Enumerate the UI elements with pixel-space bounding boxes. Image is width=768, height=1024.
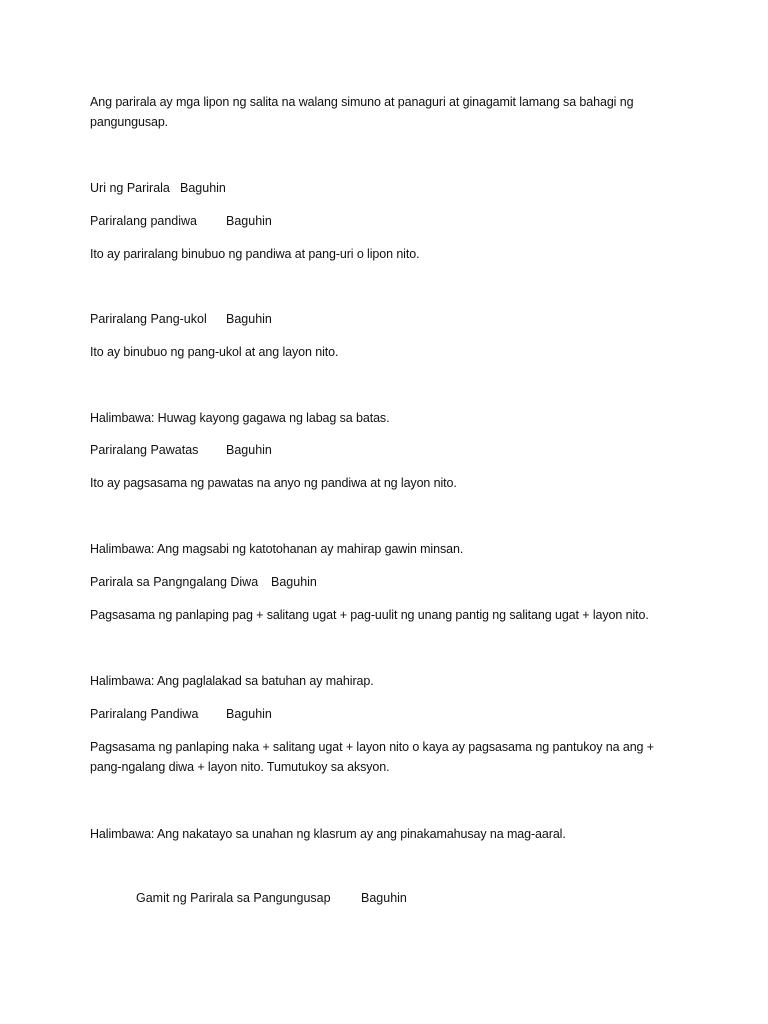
edit-link[interactable]: Baguhin	[226, 443, 272, 457]
heading-pariralang-pandiwa-2	[90, 704, 272, 724]
edit-link[interactable]: Baguhin	[180, 181, 226, 195]
pandiwa2-description: Pagsasama ng panlaping naka + salitang ugat + layon nito o kaya ay pagsasama ng pantukoy na ang + pang-ngalang diwa + layon nito. Tumutukoy sa aksyon.	[90, 740, 654, 774]
edit-link[interactable]: Baguhin	[226, 707, 272, 721]
heading-uri-ng-parirala	[90, 178, 226, 198]
pawatas-description: Ito ay pagsasama ng pawatas na anyo ng pandiwa at ng layon nito.	[90, 476, 457, 490]
pang-ukol-example: Halimbawa: Huwag kayong gagawa ng labag sa batas.	[90, 411, 390, 425]
heading-parirala-sa-pangngalang-diwa	[90, 572, 317, 592]
pangngalang-diwa-description: Pagsasama ng panlaping pag + salitang ugat + pag-uulit ng unang pantig ng salitang ugat + layon nito.	[90, 608, 649, 622]
heading-gamit-ng-parirala	[136, 888, 407, 908]
heading-pariralang-pandiwa	[90, 211, 272, 231]
heading-pariralang-pawatas	[90, 440, 272, 460]
edit-link[interactable]: Baguhin	[226, 312, 272, 326]
intro-paragraph: Ang parirala ay mga lipon ng salita na walang simuno at panaguri at ginagamit lamang sa bahagi ng pangungusap.	[90, 95, 634, 129]
heading-label: Pariralang Pang-ukol	[90, 312, 207, 326]
edit-link[interactable]: Baguhin	[361, 891, 407, 905]
heading-label: Gamit ng Parirala sa Pangungusap	[136, 891, 331, 905]
edit-link[interactable]: Baguhin	[271, 575, 317, 589]
pandiwa2-example: Halimbawa: Ang nakatayo sa unahan ng klasrum ay ang pinakamahusay na mag-aaral.	[90, 827, 566, 841]
pang-ukol-description: Ito ay binubuo ng pang-ukol at ang layon nito.	[90, 345, 339, 359]
pangngalang-diwa-example: Halimbawa: Ang paglalakad sa batuhan ay mahirap.	[90, 674, 374, 688]
heading-label: Parirala sa Pangngalang Diwa	[90, 575, 259, 589]
pawatas-example: Halimbawa: Ang magsabi ng katotohanan ay mahirap gawin minsan.	[90, 542, 464, 556]
edit-link[interactable]: Baguhin	[226, 214, 272, 228]
heading-pariralang-pang-ukol	[90, 309, 272, 329]
pandiwa-description: Ito ay pariralang binubuo ng pandiwa at pang-uri o lipon nito.	[90, 247, 420, 261]
heading-label: Pariralang pandiwa	[90, 214, 198, 228]
heading-label: Uri ng Parirala	[90, 181, 170, 195]
heading-label: Pariralang Pandiwa	[90, 707, 199, 721]
heading-label: Pariralang Pawatas	[90, 443, 199, 457]
